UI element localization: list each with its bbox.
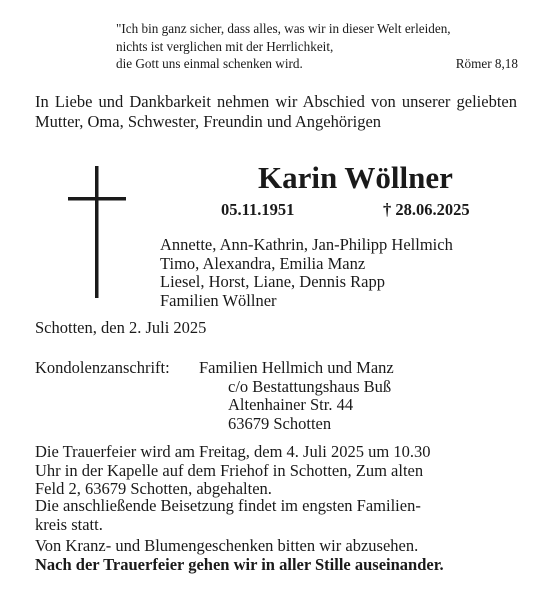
cross-horizontal-bar (68, 197, 126, 201)
quote-reference: Römer 8,18 (455, 56, 518, 71)
address-line: Altenhainer Str. 44 (228, 395, 354, 414)
birth-date: 05.11.1951 (221, 200, 295, 219)
condolence-address (199, 359, 394, 433)
mourner-line: Timo, Alexandra, Emilia Manz (160, 253, 366, 273)
address-line: Familien Hellmich und Manz (199, 358, 394, 377)
cross-vertical-bar (95, 166, 99, 298)
closing-note (35, 556, 507, 575)
address-line: c/o Bestattungshaus Buß (228, 376, 392, 396)
quote-line: die Gott uns einmal schenken wird. (116, 56, 303, 71)
funeral-info (35, 443, 507, 499)
flowers-line: Von Kranz- und Blumengeschenken bitten wir abzusehen. (35, 536, 419, 555)
flowers-note (35, 537, 507, 556)
mourners-list (160, 236, 453, 310)
mourner-line: Liesel, Horst, Liane, Dennis Rapp (160, 272, 385, 291)
intro-text: In Liebe und Dankbarkeit nehmen wir Abschied von unserer geliebten Mutter, Oma, Schwester, Freundin und Angehörigen (35, 92, 517, 131)
quote-line: "Ich bin ganz sicher, dass alles, was wir in dieser Welt erleiden, (116, 21, 451, 36)
death-date: † 28.06.2025 (383, 200, 470, 219)
funeral-line: Uhr in der Kapelle auf dem Friehof in Schotten, Zum alten (35, 460, 424, 480)
bible-quote (116, 20, 518, 73)
mourner-line: Familien Wöllner (160, 290, 277, 310)
quote-line: nichts ist verglichen mit der Herrlichkeit, (116, 38, 334, 54)
burial-line: Die anschließende Beisetzung findet im engsten Familien- (35, 496, 421, 515)
funeral-line: Feld 2, 63679 Schotten, abgehalten. (35, 479, 272, 498)
burial-line: kreis statt. (35, 514, 103, 534)
place-date: Schotten, den 2. Juli 2025 (35, 318, 207, 337)
burial-info (35, 497, 507, 534)
closing-line: Nach der Trauerfeier gehen wir in aller Stille auseinander. (35, 555, 444, 574)
deceased-name: Karin Wöllner (258, 160, 453, 195)
funeral-line: Die Trauerfeier wird am Freitag, dem 4. Juli 2025 um 10.30 (35, 442, 431, 461)
mourner-line: Annette, Ann-Kathrin, Jan-Philipp Hellmich (160, 235, 453, 254)
latin-cross-icon (68, 166, 126, 298)
condolence-label: Kondolenzanschrift: (35, 358, 170, 377)
address-line: 63679 Schotten (228, 413, 332, 433)
